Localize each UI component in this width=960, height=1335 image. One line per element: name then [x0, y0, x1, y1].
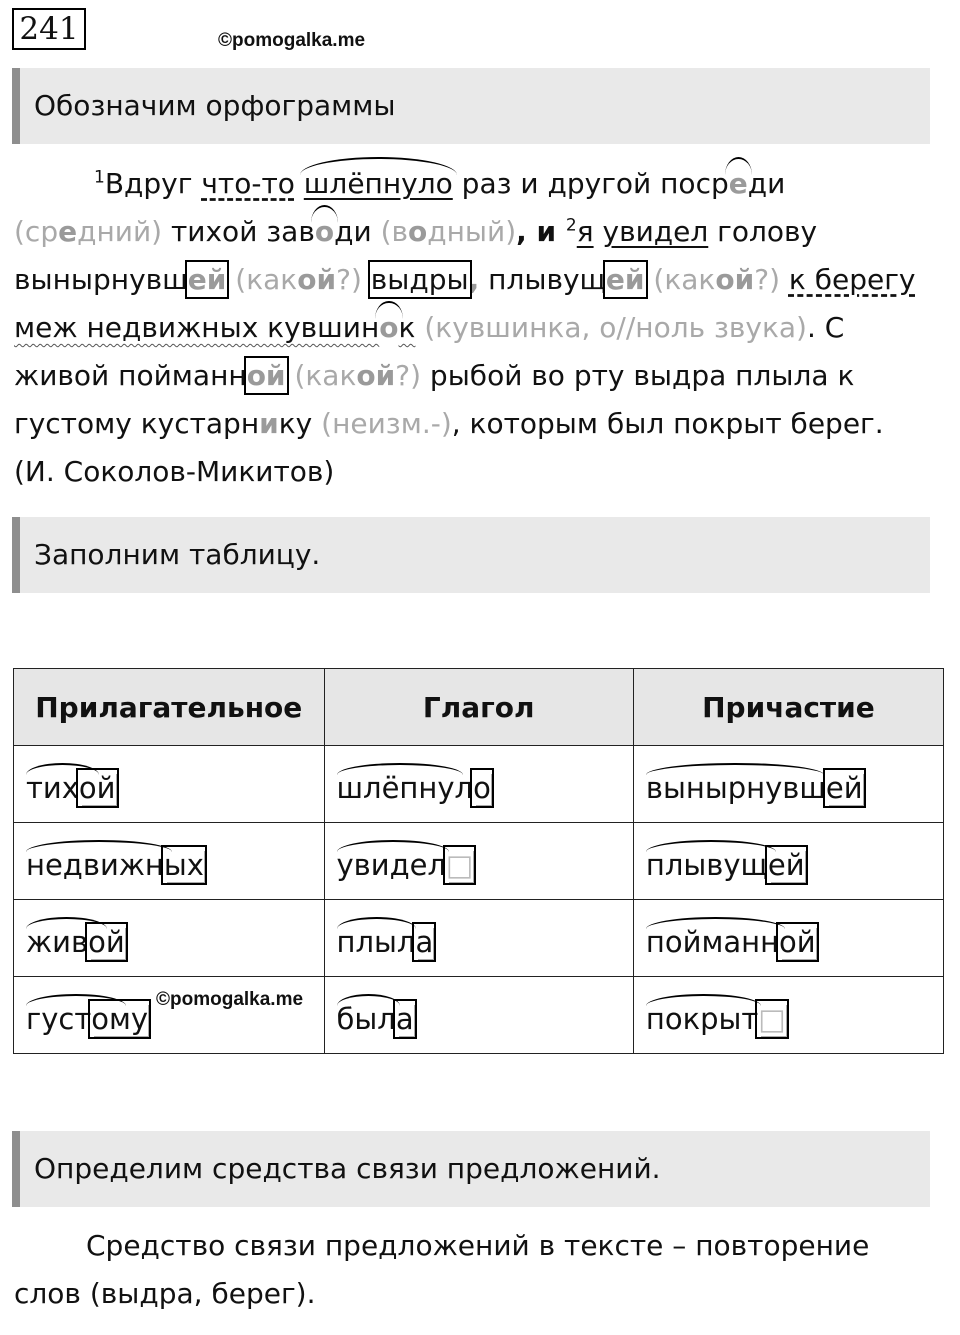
sentence-number: 2	[565, 215, 577, 236]
word-ending: ых	[163, 848, 204, 882]
orthogram-letter: о	[408, 215, 428, 248]
ending: ой	[246, 359, 286, 392]
watermark: ©pomogalka.me	[218, 30, 366, 51]
word: , которым был покрыт берег.	[451, 407, 884, 440]
answer-line-2: слов (выдра, берег).	[14, 1277, 316, 1310]
question: ?)	[336, 263, 371, 296]
word: к берегу	[788, 263, 916, 296]
word: густому кустарн	[14, 407, 260, 440]
orthogram-letter: е	[729, 160, 748, 208]
watermark: ©pomogalka.me	[156, 989, 304, 1010]
word-ending: ой	[88, 925, 125, 959]
check-word: (ср	[14, 215, 59, 248]
word-stem: был	[336, 1002, 396, 1036]
ending: ей	[605, 263, 645, 296]
check-word: дный)	[427, 215, 517, 248]
word: что-то	[201, 167, 295, 200]
ending: ей	[187, 263, 227, 296]
orthogram-letter: и	[259, 407, 279, 440]
check-word: дний)	[77, 215, 163, 248]
section-title-orthograms: Обозначим орфограммы	[12, 68, 930, 144]
defined-word: выдры	[370, 263, 469, 296]
table-row	[14, 977, 944, 1054]
word: к	[398, 311, 416, 344]
word-ending: ой	[78, 771, 116, 805]
word: Вдруг	[104, 167, 202, 200]
sentence-number: 1	[94, 167, 105, 188]
section-title-links: Определим средства связи предложений.	[12, 1131, 930, 1207]
word-ending: ому	[91, 1002, 149, 1036]
word: меж недвижных кувшин	[14, 311, 380, 344]
question: (как	[226, 263, 298, 296]
header-participle: Причастие	[633, 669, 943, 746]
word: ди	[334, 215, 381, 248]
orthogram-letter: е	[58, 215, 78, 248]
word-stem: пойманн	[645, 925, 780, 959]
question: (как	[285, 359, 357, 392]
word-ending: а	[395, 1002, 414, 1036]
table-row	[14, 823, 944, 900]
table-cell	[633, 977, 943, 1054]
table-cell	[324, 823, 633, 900]
exercise-number: 241	[12, 8, 86, 50]
word: тихой зав	[162, 215, 315, 248]
word-ending: ей	[767, 848, 805, 882]
table-cell	[324, 746, 633, 823]
punctuation: ,	[468, 263, 480, 296]
word-ending: а	[415, 925, 434, 959]
text-line-3	[14, 256, 915, 304]
text-line-4	[14, 304, 844, 352]
table-row	[14, 746, 944, 823]
table-cell	[14, 977, 325, 1054]
table-cell	[633, 746, 943, 823]
word: ди	[747, 167, 786, 200]
word-stem: шлёпнул	[336, 771, 474, 805]
text-line-6	[14, 400, 884, 448]
word: живой пойманн	[14, 359, 247, 392]
header-adjective: Прилагательное	[14, 669, 325, 746]
orthogram-letter: о	[379, 304, 398, 352]
word-stem: недвижн	[26, 848, 164, 882]
word: вынырнувш	[14, 263, 188, 296]
word: . С	[806, 311, 845, 344]
word-stem: плыл	[336, 925, 416, 959]
word-stem: покрыт	[645, 1002, 759, 1036]
table-header-row	[14, 669, 944, 746]
table-cell	[14, 900, 325, 977]
space	[594, 215, 603, 248]
question: (как	[644, 263, 716, 296]
text-line-2	[14, 208, 817, 256]
header-verb: Глагол	[324, 669, 633, 746]
table-cell	[324, 900, 633, 977]
word-stem: густ	[26, 1002, 92, 1036]
word-ending: ой	[779, 925, 816, 959]
word-stem: вынырнувш	[645, 771, 826, 805]
orthogram-letter: ой	[356, 359, 396, 392]
check-word: (в	[380, 215, 408, 248]
word: ку	[278, 407, 313, 440]
orthogram-letter: ой	[297, 263, 337, 296]
section-title-table: Заполним таблицу.	[12, 517, 930, 593]
orthogram-letter: о	[315, 208, 334, 256]
subject-word: я	[576, 215, 594, 248]
word-stem: увидел	[336, 848, 447, 882]
word: раз и другой поср	[452, 167, 729, 200]
table-cell	[14, 746, 325, 823]
text-author: (И. Соколов-Микитов)	[14, 455, 335, 488]
table-cell	[324, 977, 633, 1054]
predicate-word: шлёпнуло	[304, 160, 453, 208]
orthogram-letter: ой	[715, 263, 755, 296]
table-row	[14, 900, 944, 977]
word: голову	[708, 215, 818, 248]
predicate-word: увидел	[602, 215, 709, 248]
table-cell	[633, 900, 943, 977]
punctuation: , и	[516, 215, 566, 248]
word-ending: ей	[825, 771, 863, 805]
table-cell	[633, 823, 943, 900]
table-cell	[14, 823, 325, 900]
word-stem: плывущ	[645, 848, 768, 882]
word-stem: жив	[26, 925, 89, 959]
word-ending: о	[473, 771, 491, 805]
word: рыбой во рту выдра плыла к	[421, 359, 855, 392]
zero-ending: □	[446, 848, 474, 882]
answer-line-1: Средство связи предложений в тексте – повторение	[86, 1229, 870, 1262]
zero-ending: □	[758, 1002, 786, 1036]
check-note: (кувшинка, о//ноль звука)	[415, 311, 807, 344]
text-line-5	[14, 352, 854, 400]
word-table	[13, 668, 944, 1054]
word-stem: тих	[26, 771, 79, 805]
question: ?)	[754, 263, 789, 296]
word: плывущ	[479, 263, 606, 296]
check-note: (неизм.-)	[312, 407, 452, 440]
text-line-1	[94, 160, 785, 208]
question: ?)	[395, 359, 422, 392]
